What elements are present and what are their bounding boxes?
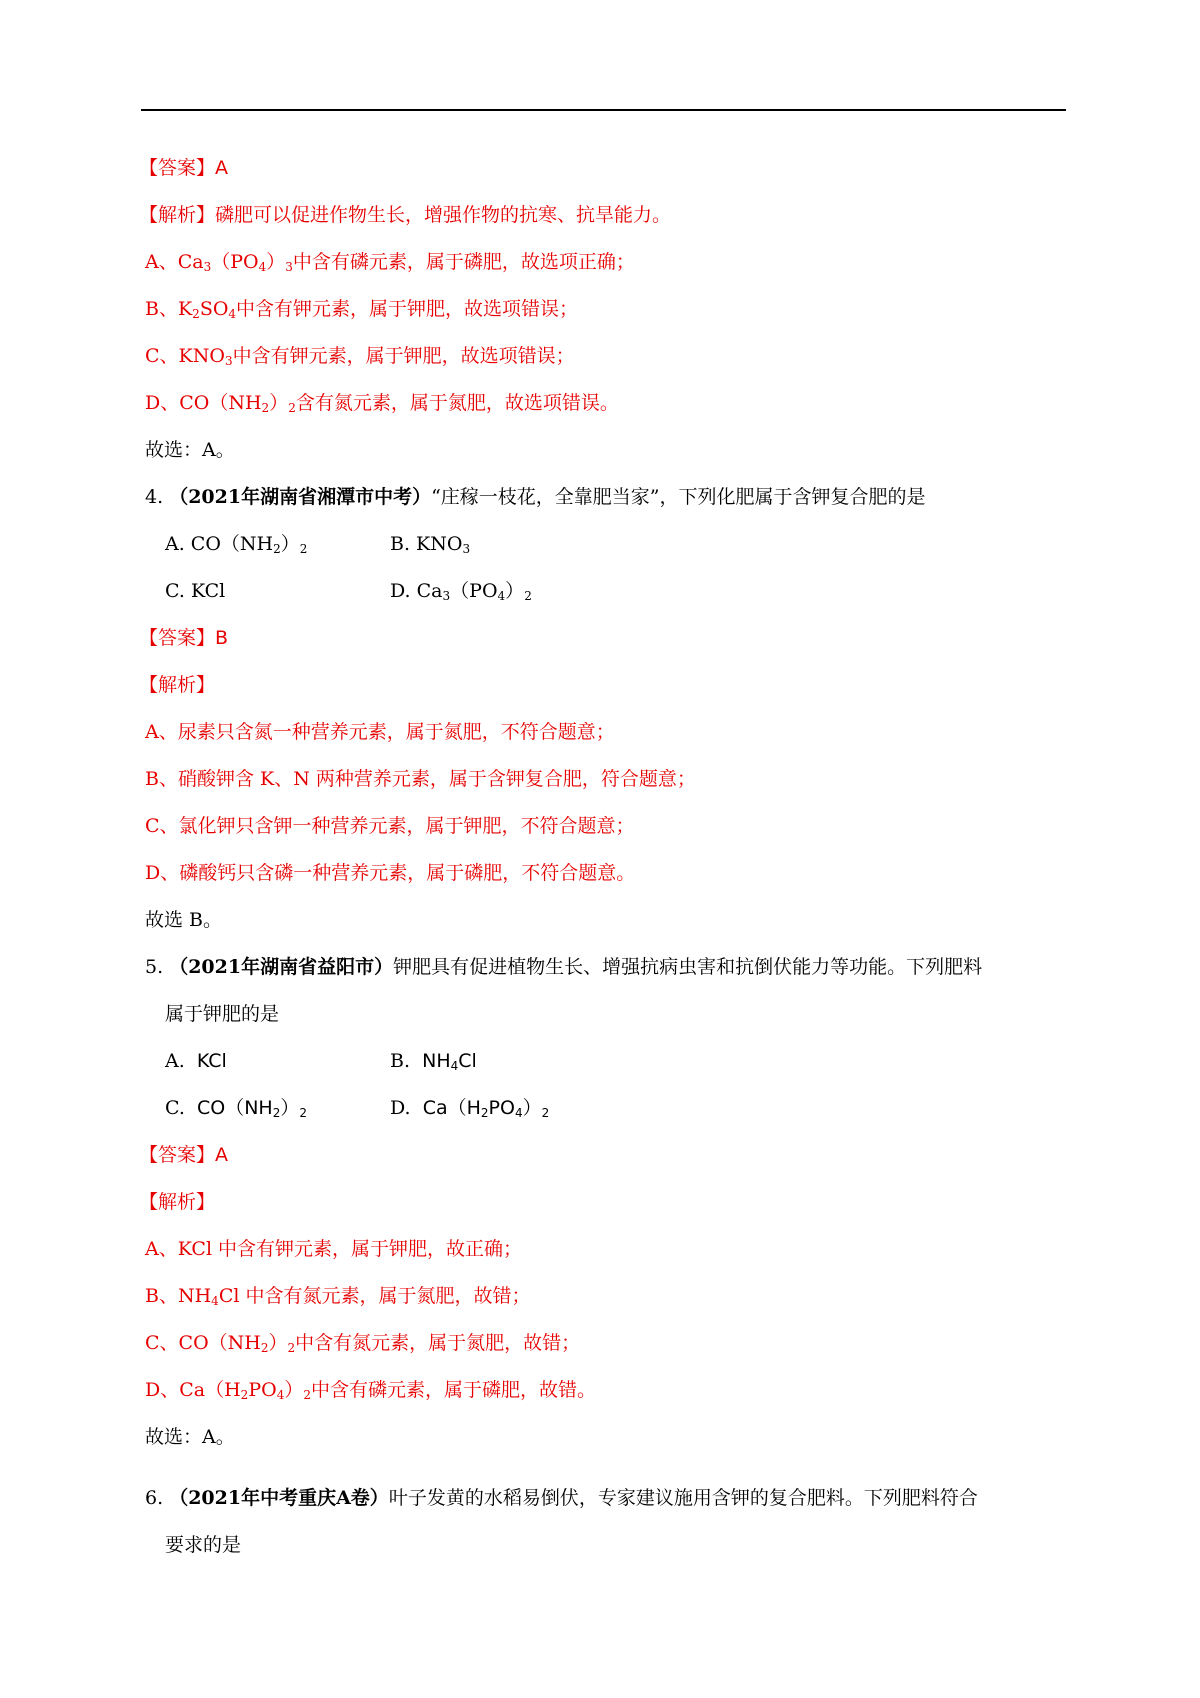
answer-label: 【答案】: [139, 157, 216, 179]
q5-analysis-c: C、$CO(NH_2)_2$中含有氮元素，属于氮肥，故错；: [145, 1332, 581, 1355]
answer-value: B: [215, 627, 229, 649]
q4-option-b: B. $KNO_3$: [390, 533, 471, 556]
q4-option-c: C. KCl: [165, 580, 226, 602]
q4-answer-line: [139, 622, 228, 654]
q5-conclusion: 故选：A。: [145, 1426, 235, 1448]
analysis-text: 磷肥可以促进作物生长，增强作物的抗寒、抗旱能力。: [215, 204, 672, 226]
q3-option-c-analysis: C、$KNO_3$中含有钾元素，属于钾肥，故选项错误；: [145, 345, 575, 368]
q4-option-a: A. $CO(NH_2)_2$: [165, 533, 308, 556]
q5-option-d: D. $Ca(H_2PO_4)_2$: [390, 1097, 550, 1120]
q5-answer-line: [139, 1139, 228, 1171]
q4-stem: [145, 481, 926, 513]
q5-analysis-b: B、$NH_4Cl$ 中含有氮元素，属于氮肥，故错；: [145, 1285, 531, 1308]
q4-analysis-d: D、磷酸钙只含磷一种营养元素，属于磷肥，不符合题意。: [145, 862, 636, 884]
question-number: 6.: [145, 1487, 164, 1509]
q4-analysis-a: A、尿素只含氮一种营养元素，属于氮肥，不符合题意；: [145, 721, 615, 743]
q5-option-b: B. $NH_4Cl$: [390, 1050, 477, 1073]
question-stem: 钾肥具有促进植物生长、增强抗病虫害和抗倒伏能力等功能。下列肥料: [393, 956, 983, 978]
answer-value: A: [215, 1144, 229, 1166]
q4-conclusion: 故选 B。: [145, 909, 223, 931]
answer-value: A: [215, 157, 229, 179]
q5-stem-line2: 属于钾肥的是: [165, 1003, 280, 1025]
q4-option-d: D. $Ca_3(PO_4)_2$: [390, 580, 532, 603]
question-stem: 叶子发黄的水稻易倒伏，专家建议施用含钾的复合肥料。下列肥料符合: [388, 1487, 978, 1509]
q5-option-c: C. $CO(NH_2)_2$: [165, 1097, 308, 1120]
answer-label: 【答案】: [139, 627, 216, 649]
q3-conclusion: 故选：A。: [145, 439, 235, 461]
q5-analysis-a: A、KCl 中含有钾元素，属于钾肥，故正确；: [145, 1238, 523, 1260]
answer-label: 【答案】: [139, 1144, 216, 1166]
header-rule: [141, 109, 1066, 111]
question-number: 5.: [145, 956, 164, 978]
analysis-label: 【解析】: [139, 204, 216, 226]
q5-stem-line1: [145, 951, 982, 983]
q5-analysis-d: D、$Ca(H_2PO_4)_2$中含有磷元素，属于磷肥，故错。: [145, 1379, 596, 1402]
q3-option-a-analysis: A、$Ca_3(PO_4)_3$中含有磷元素，属于磷肥，故选项正确；: [145, 251, 635, 274]
question-source: （2021年湖南省益阳市）: [169, 956, 394, 978]
question-source: （2021年中考重庆A卷）: [169, 1487, 389, 1509]
q3-answer-line: [139, 152, 228, 184]
q4-analysis-label: 【解析】: [139, 674, 216, 696]
question-number: 4.: [145, 486, 164, 508]
q5-analysis-label: 【解析】: [139, 1191, 216, 1213]
q6-stem-line1: [145, 1482, 978, 1514]
q3-analysis-line: [139, 199, 671, 231]
q5-option-a: A. KCl: [165, 1050, 227, 1072]
q3-option-b-analysis: B、$K_2SO_4$中含有钾元素，属于钾肥，故选项错误；: [145, 298, 579, 321]
q4-analysis-b: B、硝酸钾含 K、N 两种营养元素，属于含钾复合肥，符合题意；: [145, 768, 696, 790]
q4-analysis-c: C、氯化钾只含钾一种营养元素，属于钾肥，不符合题意；: [145, 815, 635, 837]
question-stem: “庄稼一枝花，全靠肥当家”，下列化肥属于含钾复合肥的是: [431, 486, 926, 508]
question-source: （2021年湖南省湘潭市中考）: [169, 486, 432, 508]
q6-stem-line2: 要求的是: [165, 1534, 242, 1556]
q3-option-d-analysis: D、$CO(NH_2)_2$含有氮元素，属于氮肥，故选项错误。: [145, 392, 619, 415]
